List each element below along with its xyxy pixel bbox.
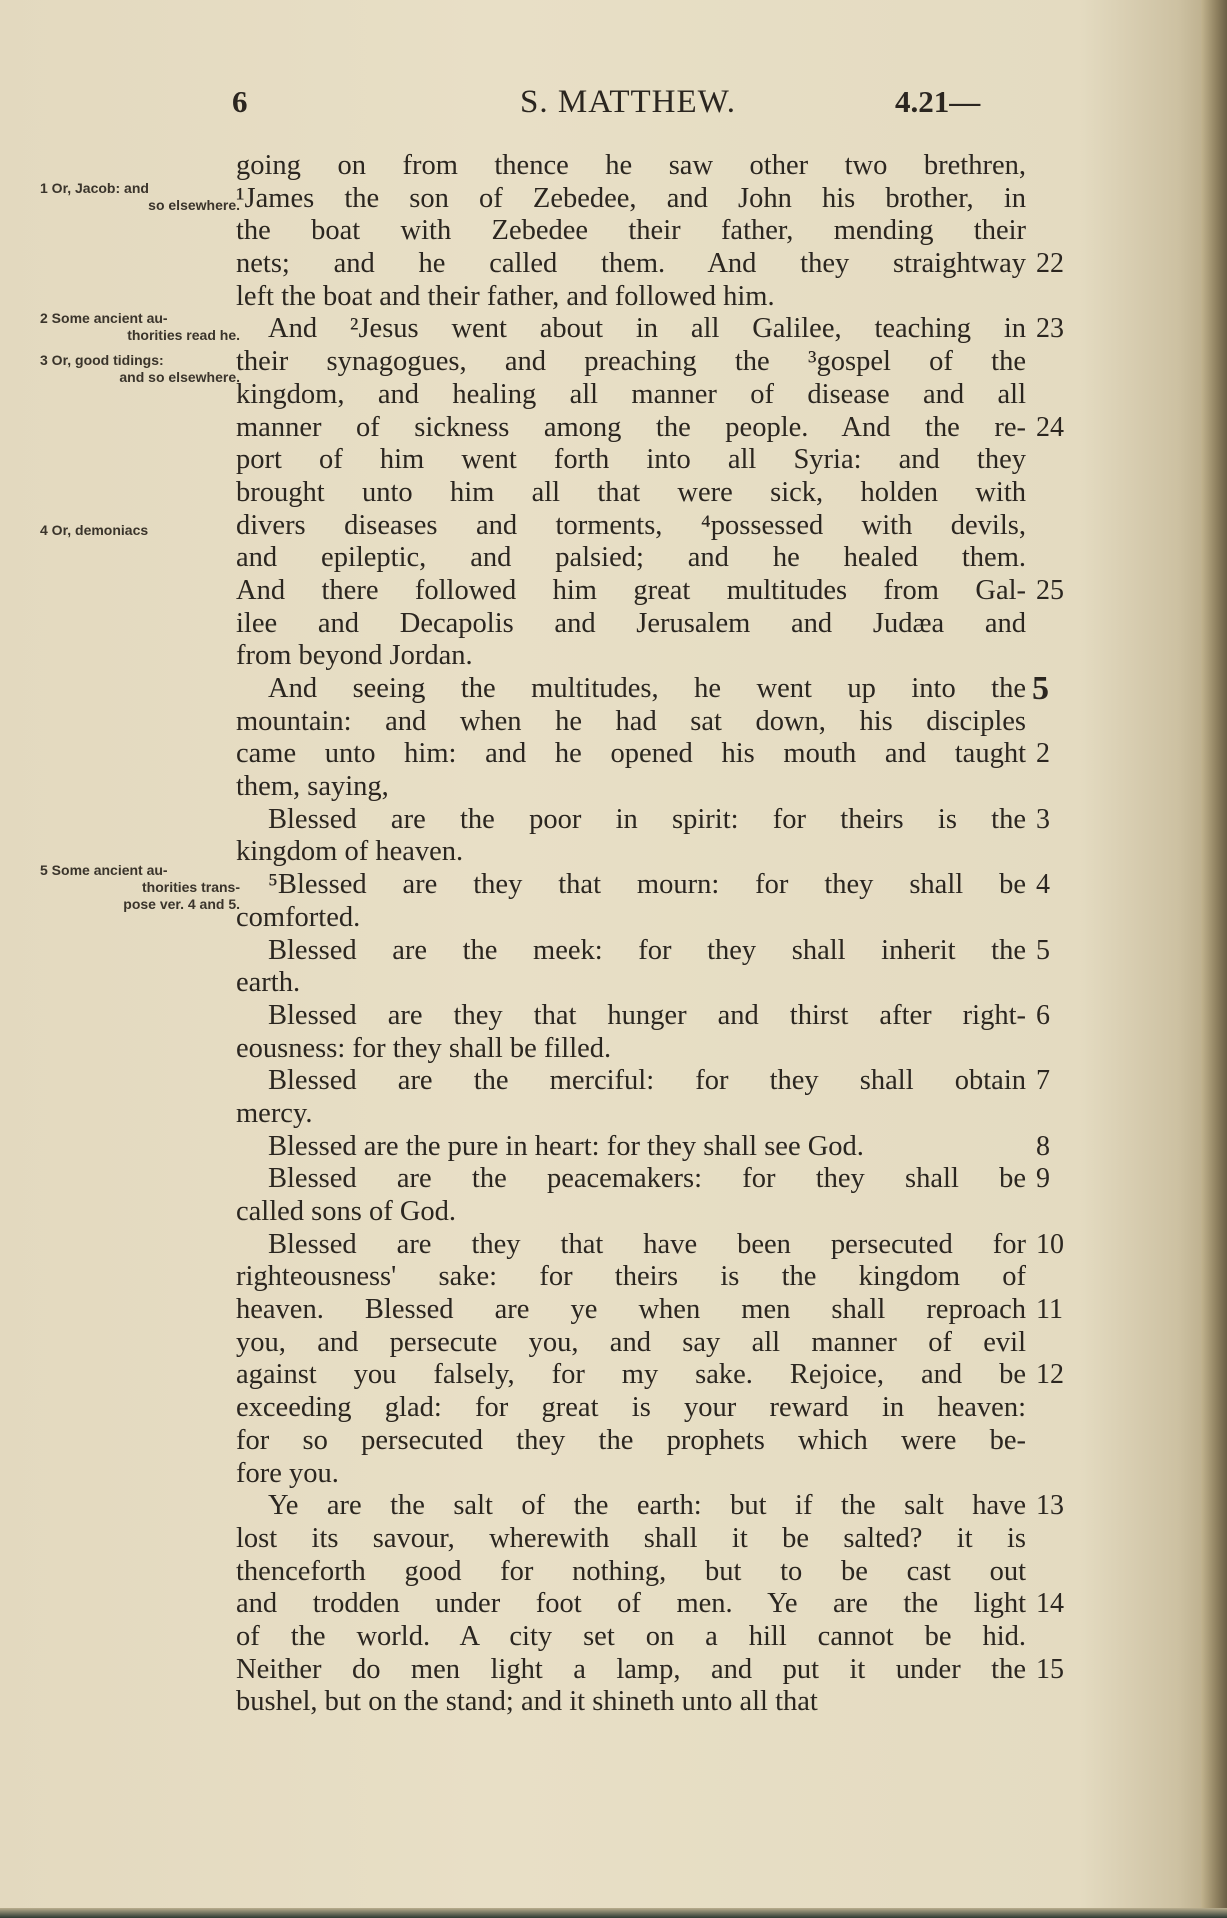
page-number: 6 — [232, 84, 248, 119]
line-text: for so persecuted they the prophets which were be- — [236, 1424, 1026, 1456]
text-line — [236, 1621, 1026, 1654]
page-gutter-shadow — [1201, 0, 1227, 1918]
line-text: brought unto him all that were sick, holden with — [236, 476, 1026, 508]
text-line — [236, 1588, 1064, 1621]
text-line — [236, 1327, 1026, 1360]
text-line — [236, 477, 1026, 510]
running-header — [0, 84, 1100, 134]
text-line — [236, 542, 1026, 575]
line-text: And seeing the multitudes, he went up into the — [268, 673, 1026, 704]
text-line — [236, 1294, 1063, 1327]
line-text: left the boat and their father, and followed him. — [236, 280, 775, 312]
text-line — [236, 510, 1026, 543]
line-text: and trodden under foot of men. Ye are the light — [236, 1588, 1026, 1620]
line-text: And there followed him great multitudes from Gal- — [236, 574, 1026, 606]
verse-number: 6 — [1036, 999, 1050, 1031]
text-line — [236, 1392, 1026, 1425]
verse-number: 13 — [1036, 1490, 1064, 1522]
chapter-number: 5 — [1032, 670, 1049, 707]
text-line — [236, 869, 1050, 902]
line-text: eousness: for they shall be filled. — [236, 1032, 612, 1064]
line-text: called sons of God. — [236, 1196, 457, 1227]
text-line — [236, 183, 1026, 216]
line-text: Ye are the salt of the earth: but if the salt have — [268, 1490, 1026, 1522]
line-text: kingdom of heaven. — [236, 836, 464, 868]
line-text: earth. — [236, 967, 301, 999]
page-bottom-edge — [0, 1908, 1227, 1918]
text-line — [236, 215, 1026, 248]
text-line — [236, 1425, 1026, 1458]
line-text: mercy. — [236, 1097, 313, 1129]
line-text: the boat with Zebedee their father, mending their — [236, 215, 1026, 247]
text-line — [236, 1130, 1050, 1164]
verse-number: 2 — [1036, 738, 1050, 770]
text-line — [236, 574, 1064, 608]
text-line — [236, 444, 1026, 477]
verse-number: 22 — [1036, 248, 1064, 280]
marginal-note-5: 5 Some ancient au- thorities trans- pose ver. 4 and 5. — [40, 862, 240, 912]
text-line — [236, 1098, 1026, 1131]
text-line — [236, 803, 1050, 837]
text-line — [236, 1686, 1026, 1719]
line-text: Neither do men light a lamp, and put it under the — [236, 1653, 1026, 1685]
text-line — [236, 346, 1026, 379]
text-line — [236, 670, 1049, 707]
text-line — [236, 1458, 1026, 1491]
text-line — [236, 706, 1026, 739]
line-text: divers diseases and torments, ⁴possessed with devils, — [236, 509, 1026, 541]
line-text: Blessed are the pure in heart: for they shall see God. — [268, 1130, 864, 1162]
line-text: came unto him: and he opened his mouth and taught — [236, 738, 1026, 770]
text-line — [236, 608, 1026, 641]
verse-number: 9 — [1036, 1163, 1050, 1195]
running-title: S. MATTHEW. — [520, 84, 737, 120]
line-text: Blessed are the poor in spirit: for theirs is the — [268, 803, 1026, 835]
line-text: And ²Jesus went about in all Galilee, teaching in — [268, 313, 1026, 345]
verse-number: 4 — [1036, 869, 1050, 901]
verse-number: 8 — [1036, 1130, 1050, 1162]
scripture-text — [236, 150, 1064, 1719]
verse-number: 5 — [1036, 934, 1050, 966]
text-line — [236, 379, 1026, 412]
text-line — [236, 836, 1026, 869]
text-line — [236, 281, 1026, 314]
line-text: righteousness' sake: for theirs is the kingdom of — [236, 1261, 1026, 1293]
text-line — [236, 1556, 1026, 1589]
verse-number: 12 — [1036, 1359, 1064, 1391]
text-line — [236, 248, 1064, 281]
text-line — [236, 999, 1050, 1033]
verse-number: 3 — [1036, 803, 1050, 835]
verse-number: 11 — [1036, 1294, 1063, 1326]
text-line — [236, 150, 1026, 183]
text-line — [236, 313, 1064, 346]
line-text: you, and persecute you, and say all manner of evil — [236, 1326, 1026, 1358]
verse-number: 10 — [1036, 1228, 1064, 1260]
text-line — [236, 1261, 1026, 1294]
marginal-note-1: 1 Or, Jacob: and so elsewhere. — [40, 180, 240, 213]
line-text: bushel, but on the stand; and it shineth unto all that — [236, 1686, 818, 1718]
line-text: Blessed are the merciful: for they shall obtain — [268, 1065, 1026, 1097]
text-line — [236, 1163, 1050, 1196]
verse-number: 7 — [1036, 1065, 1050, 1097]
line-text: kingdom, and healing all manner of disease and all — [236, 378, 1026, 410]
line-text: ⁵Blessed are they that mourn: for they shall be — [268, 869, 1026, 901]
line-text: manner of sickness among the people. And the re- — [236, 411, 1026, 443]
line-text: going on from thence he saw other two brethren, — [236, 150, 1026, 181]
line-text: fore you. — [236, 1457, 339, 1489]
line-text: of the world. A city set on a hill cannot be hid. — [236, 1620, 1026, 1652]
marginal-note-3: 3 Or, good tidings: and so elsewhere. — [40, 352, 240, 385]
text-line — [236, 1490, 1064, 1523]
line-text: thenceforth good for nothing, but to be cast out — [236, 1555, 1026, 1587]
text-line — [236, 902, 1026, 935]
line-text: Blessed are the meek: for they shall inherit the — [268, 934, 1026, 966]
line-text: against you falsely, for my sake. Rejoice, and be — [236, 1359, 1026, 1391]
text-line — [236, 1523, 1026, 1556]
line-text: from beyond Jordan. — [236, 640, 473, 672]
line-text: ¹James the son of Zebedee, and John his brother, in — [236, 182, 1026, 214]
line-text: Blessed are the peacemakers: for they shall be — [268, 1163, 1026, 1195]
marginal-note-2: 2 Some ancient au- thorities read he. — [40, 310, 240, 343]
text-line — [236, 1228, 1064, 1262]
line-text: lost its savour, wherewith shall it be salted? it is — [236, 1522, 1026, 1554]
chapter-verse-range: 4.21— — [895, 84, 981, 119]
text-line — [236, 411, 1064, 445]
text-line — [236, 771, 1026, 804]
text-line — [236, 1359, 1064, 1392]
line-text: and epileptic, and palsied; and he healed them. — [236, 542, 1026, 574]
text-line — [236, 1653, 1064, 1687]
text-line — [236, 1033, 1026, 1066]
verse-number: 25 — [1036, 574, 1064, 606]
line-text: their synagogues, and preaching the ³gospel of the — [236, 346, 1026, 378]
verse-number: 24 — [1036, 411, 1064, 443]
marginal-note-4: 4 Or, demoniacs — [40, 522, 149, 538]
line-text: port of him went forth into all Syria: and they — [236, 444, 1026, 476]
text-line — [236, 640, 1026, 673]
verse-number: 14 — [1036, 1588, 1064, 1620]
line-text: Blessed are they that hunger and thirst after right- — [268, 999, 1026, 1031]
line-text: exceeding glad: for great is your reward in heaven: — [236, 1392, 1026, 1424]
text-line — [236, 738, 1050, 771]
line-text: nets; and he called them. And they straightway — [236, 248, 1026, 280]
line-text: Blessed are they that have been persecuted for — [268, 1228, 1026, 1260]
line-text: comforted. — [236, 901, 361, 933]
text-line — [236, 967, 1026, 1000]
verse-number: 23 — [1036, 313, 1064, 345]
line-text: them, saying, — [236, 771, 389, 803]
line-text: heaven. Blessed are ye when men shall reproach — [236, 1294, 1026, 1326]
line-text: ilee and Decapolis and Jerusalem and Judæa and — [236, 607, 1026, 639]
line-text: mountain: and when he had sat down, his disciples — [236, 705, 1026, 737]
verse-number: 15 — [1036, 1653, 1064, 1685]
text-line — [236, 1065, 1050, 1098]
text-line — [236, 1196, 1026, 1229]
text-line — [236, 934, 1050, 968]
